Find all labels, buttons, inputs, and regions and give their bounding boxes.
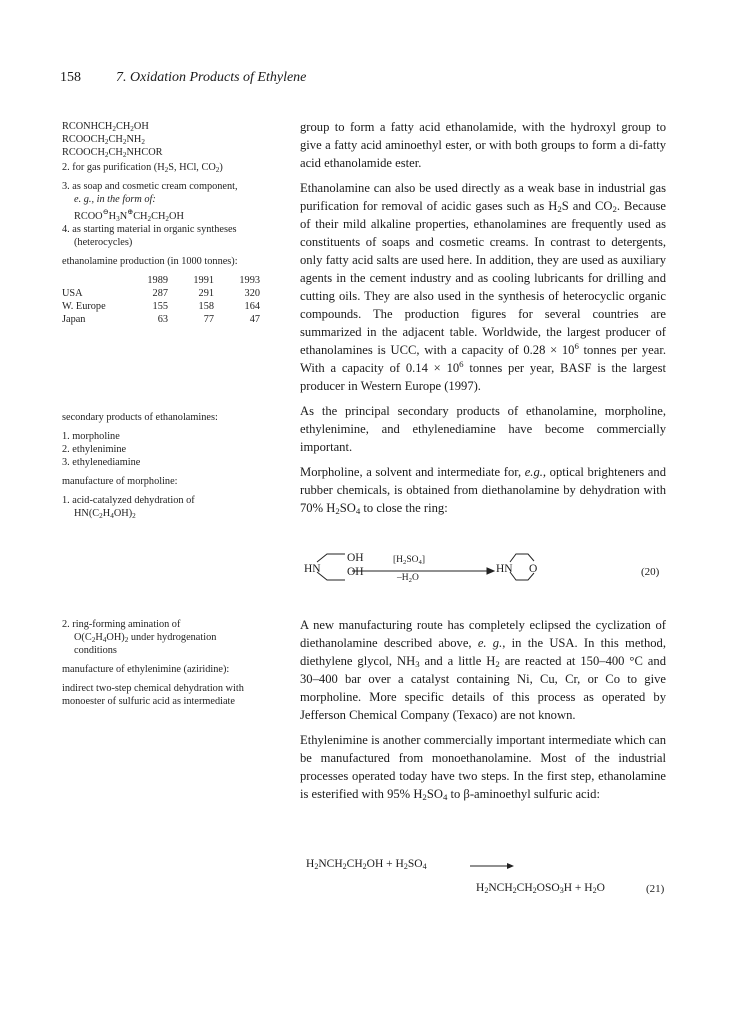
formula-diester: $RCOOCH_2CH_2NHCOR$ bbox=[62, 147, 163, 159]
product-o: O bbox=[529, 563, 538, 575]
product-nh: HN bbox=[496, 563, 513, 575]
table-row: W. Europe 155 158 164 bbox=[62, 301, 260, 312]
table-row: USA 287 291 320 bbox=[62, 288, 260, 299]
formula-aminoethyl-ester: $RCOOCH_2CH_2NH_2$ bbox=[62, 134, 145, 146]
chapter-title: 7. Oxidation Products of Ethylene bbox=[116, 70, 307, 85]
reactant-oh-upper: OH bbox=[347, 552, 364, 564]
margin-note-uses bbox=[62, 120, 278, 326]
year-1991: 1991 bbox=[193, 275, 214, 286]
year-1989: 1989 bbox=[147, 275, 168, 286]
paragraph-2: Ethanolamine can also be used directly as a weak base in industrial gas purification for removal of acidic gases such as $H_2S$ and $CO_2$. Because of their mild alkaline properties, ethanolamines are frequently used as constituents of soaps and cosmetic creams. In contrast to detergents, only fatty acid salts are used here. In addition, they are used as auxiliary agents in the cement industry and as cooling lubricants for drilling and cutting oils. They are also used in the synthesis of heterocyclic organic compounds. The production figures for several countries are summarized in the adjacent table. Worldwide, the largest producer of ethanolamines is UCC, with a capacity of $0.28 \times 10^6$ tonnes per year. With a capacity of $0.14 \times 10^6$ tonnes per year, BASF is the largest producer in Western Europe (1997). bbox=[300, 181, 666, 393]
ethylenimine-heading: manufacture of ethylenimine (aziridine): bbox=[62, 664, 230, 675]
page-header bbox=[60, 70, 306, 86]
list-item: 1. acid-catalyzed dehydration of bbox=[62, 495, 195, 506]
table-header-row bbox=[62, 274, 266, 287]
margin-note-secondary bbox=[62, 411, 278, 520]
use-soap: 3. as soap and cosmetic cream component, bbox=[62, 181, 238, 192]
conditions-text: conditions bbox=[74, 645, 117, 656]
paragraph-5: A new manufacturing route has completely eclipsed the cyclization of diethanolamine described above, e. g., in the USA. In this method, diethylene glycol, $NH_3$ and a little $H_2$ are reacted at 150–400 °C and 30–400 bar over a catalyst containing Ni, Cu, Cr, or Co to give morpholine. More specific details of this process as operated by Jefferson Chemical Company (Texaco) are not known. bbox=[300, 618, 666, 722]
paragraph-6: Ethylenimine is another commercially important intermediate which can be manufactured from monoethanolamine. Most of the industrial processes operated today have two steps. In the first step, ethanolamine is esterified with 95% $H_2SO_4$ to β-aminoethyl sulfuric acid: bbox=[300, 733, 666, 802]
arrowhead bbox=[487, 568, 494, 574]
equation-number-21: (21) bbox=[646, 883, 665, 895]
table-row: Japan 63 77 47 bbox=[62, 314, 260, 325]
list-item: 2. ring-forming amination of bbox=[62, 619, 181, 630]
page-number: 158 bbox=[60, 70, 81, 85]
paragraph-1: group to form a fatty acid ethanolamide, with the hydroxyl group to give a fatty acid aminoethyl ester, or with both groups to form a di-fatty acid ethanolamide ester. bbox=[300, 120, 666, 170]
main-text-top bbox=[300, 118, 666, 524]
product-ring-upper bbox=[510, 554, 534, 562]
formula-ethanolamide: $RCONHCH_2CH_2OH$ bbox=[62, 121, 149, 133]
use-gas-purification: 2. for gas purification ($H_2S$, HCl, $CO_2$) bbox=[62, 162, 223, 174]
list-item: 2. ethylenimine bbox=[62, 444, 127, 455]
equation-21-products: $H_2NCH_2CH_2OSO_3H + H_2O$ bbox=[476, 882, 605, 895]
ring-bond-upper bbox=[317, 554, 345, 562]
dehydration-note-2: monoester of sulfuric acid as intermediate bbox=[62, 696, 235, 707]
equation-number-20: (20) bbox=[641, 566, 660, 578]
dehydration-note-1: indirect two-step chemical dehydration with bbox=[62, 683, 244, 694]
equation-21-reactants: $H_2NCH_2CH_2OH + H_2SO_4$ bbox=[306, 858, 427, 871]
use-soap-eg: e. g., in the form of: bbox=[74, 194, 156, 205]
paragraph-3: As the principal secondary products of ethanolamine, morpholine, ethylenimine, and ethylenediamine have become commercially important. bbox=[300, 404, 666, 454]
water-loss-label: $-H_2O$ bbox=[397, 573, 419, 584]
production-table bbox=[62, 274, 266, 326]
use-heterocycles: (heterocycles) bbox=[74, 237, 133, 248]
reactant-nh: HN bbox=[304, 563, 321, 575]
list-item: 1. morpholine bbox=[62, 431, 120, 442]
formula-soap-salt: $RCOO^⊖H_3N^\oplus CH_2CH_2OH$ bbox=[74, 208, 184, 223]
reaction-arrow-21 bbox=[470, 860, 520, 872]
production-caption: ethanolamine production (in 1000 tonnes): bbox=[62, 256, 238, 267]
year-1993: 1993 bbox=[239, 275, 260, 286]
formula-diethylene-glycol: $O(C_2H_4OH)_2$ under hydrogenation bbox=[74, 632, 217, 644]
ring-bond-lower bbox=[317, 572, 345, 580]
morpholine-heading: manufacture of morpholine: bbox=[62, 476, 178, 487]
catalyst-label: $[H_2SO_4]$ bbox=[393, 555, 426, 566]
use-organic-synthesis: 4. as starting material in organic syntheses bbox=[62, 224, 237, 235]
formula-diethanolamine: $HN(C_2H_4OH)_2$ bbox=[74, 508, 136, 520]
secondary-heading: secondary products of ethanolamines: bbox=[62, 412, 218, 423]
reactant-oh-lower: OH bbox=[347, 566, 364, 578]
margin-note-amination bbox=[62, 618, 278, 708]
list-item: 3. ethylenediamine bbox=[62, 457, 141, 468]
main-text-bottom bbox=[300, 616, 666, 810]
paragraph-4: Morpholine, a solvent and intermediate for, e.g., optical brighteners and rubber chemicals, is obtained from diethanolamine by dehydration with 70% $H_2SO_4$ to close the ring: bbox=[300, 465, 666, 516]
